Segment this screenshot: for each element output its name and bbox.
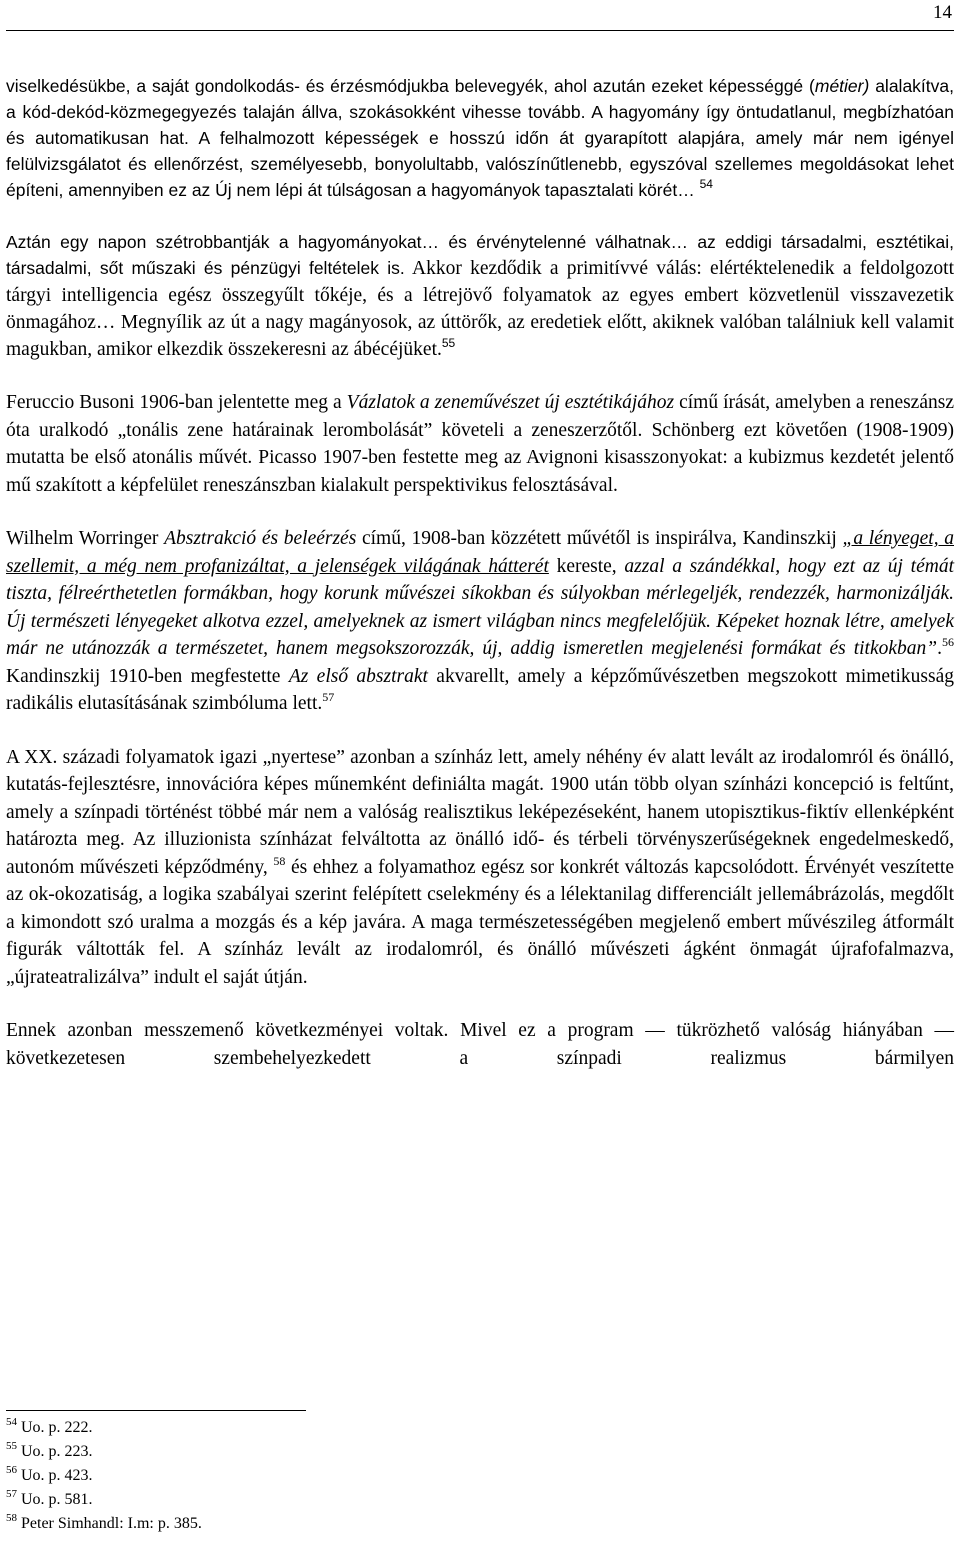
footnote-number: 58 [6, 1512, 17, 1524]
footnote-ref-57[interactable]: 57 [322, 690, 335, 704]
p2-text-serif: Akkor kezdődik a primitívvé válás: elértéktelenedik a feldolgozott tárgyi intelligencia egész összegyűlt tőkéje, és a létrejövő folyamatok az egyes embert közvetlenül visszavezetik önmagához… Megnyílik az út a nagy magányosok, az úttörők, az eredetiek előtt, akiknek valóban találniuk kell valamit magukban, amikor elkezdik összekeresni az ábécéjüket. [6, 258, 954, 360]
footnotes [6, 1416, 202, 1536]
p1-italic: métier) [814, 76, 870, 96]
p5-text: A XX. századi folyamatok igazi „nyertese” azonban a színház lett, amely néhény év alatt levált az irodalomról és önálló, kutatás-fejlesztésre, innovációra képes műnemként definiálta magát. 1900 után több olyan színházi koncepció is feltűnt, amely a színpadi történést többé már nem a valóság realisztikus leképezéseként, hanem utopisztikus-fiktív ellenképként határozta meg. Az illuzionista színházat felváltotta az önálló idő- és térbeli törvényszerűségeknek engedelmeskedő, autonóm művészeti képződmény, [6, 746, 954, 878]
footnote-number: 57 [6, 1488, 17, 1500]
footnote-ref-55[interactable]: 55 [441, 336, 456, 350]
p4-italic-artwork: Az első absztrakt [288, 665, 428, 687]
p4-italic-title: Absztrakció és beleérzés [164, 528, 357, 549]
footnote-number: 55 [6, 1440, 17, 1452]
p4-quote: azzal a szándékkal, hogy ezt az új témát tiszta, félreérthetetlen formákban, hogy korunk művészei síkokban és súlyokban mérlegeljék, rendezzék, harmonizálják. Új természeti lényegeket alkotva ezzel, amelyeknek az ismert világban nincs megfelelőjük. Képeket hoznak létre, amelyek már ne utánozzák a természetet, hanem megsokszorozzák, új, addig ismeretlen megjelenési formákat és titkokban” [6, 555, 954, 659]
footnote-56 [6, 1464, 202, 1488]
p4-quote-underlined: „a lényeget, a szellemit, a még nem profanizáltat, a jelenségek világának hátterét [6, 528, 954, 577]
header-rule [6, 30, 954, 31]
p3-text-post: című írását, amelyben a reneszánsz óta uralkodó „tonális zene határainak lerombolását” követeli a zeneszerzőtől. Schönberg ezt követően (1908-1909) mutatta be első atonális művét. Picasso 1907-ben festette meg az Avignoni kisasszonyokat: a kubizmus kezdetét jelentő mű szakított a képfelület reneszánszban kialakult perspektivikus felosztásával. [6, 392, 954, 496]
p2-text-sans: Aztán egy napon szétrobbantják a hagyományokat… és érvénytelenné válhatnak… az eddigi társadalmi, esztétikai, társadalmi, sőt műszaki és pénzügyi feltételek is. [6, 232, 954, 278]
p5-text-post: és ehhez a folyamathoz egész sor konkrét változás kapcsolódott. Érvényét veszítette az ok-okozatiság, a logika szabályai szerint felépített cselekmény és a lélektanilag differenciált jellemábrázolás, megdőlt a kimondott szó uralma a mozgás és a kép javára. A maga természetességében megjelenő embert művészileg átformált figurák váltották fel. A színház levált az irodalomról, és önálló művészeti ágként önmagát újrafofalmazva, „újrateatralizálva” indult el saját útján. [6, 856, 954, 988]
page-number: 14 [933, 2, 952, 23]
document-body [6, 73, 954, 1072]
footnote-separator [6, 1410, 306, 1411]
p4-text-post: akvarellt, amely a képzőművészetben megszokott mimetikusság radikális elutasításának szimbóluma lett. [6, 665, 954, 714]
paragraph-4 [6, 525, 954, 718]
footnote-ref-58[interactable]: 58 [273, 853, 286, 868]
footnote-text: Uo. p. 423. [21, 1467, 93, 1484]
p3-italic-title: Vázlatok a zeneművészet új esztétikájához [346, 392, 675, 413]
footnote-54 [6, 1416, 202, 1440]
footnote-text: Uo. p. 222. [21, 1419, 93, 1436]
footnote-ref-56[interactable]: 56 [942, 635, 954, 649]
p3-text: Feruccio Busoni 1906-ban jelentette meg a [6, 392, 347, 413]
footnote-text: Uo. p. 581. [21, 1491, 93, 1508]
p4-text-mid3: . [937, 638, 942, 659]
footnote-number: 56 [6, 1464, 17, 1476]
footnote-text: Peter Simhandl: I.m: p. 385. [21, 1515, 202, 1532]
footnote-text: Uo. p. 223. [21, 1443, 93, 1460]
footnote-number: 54 [6, 1416, 17, 1428]
paragraph-2 [6, 229, 954, 363]
p6-text: Ennek azonban messzemenő következményei voltak. Mivel ez a program — tükrözhető valóság hiányában — következetesen szembehelyezkedett a színpadi realizmus bármilyen [6, 1020, 954, 1069]
paragraph-5 [6, 744, 954, 992]
footnote-55 [6, 1440, 202, 1464]
p1-text: viselkedésükbe, a saját gondolkodás- és érzésmódjukba belevegyék, ahol azután ezeket képességgé ( [6, 76, 815, 96]
footnote-57 [6, 1488, 202, 1512]
p1-text-post: alalakítva, a kód-dekód-közmegegyezés talaján állva, szokásokként vihesse tovább. A hagyomány így öntudatlanul, megbízhatóan és automatikusan hat. A felhalmozott képességek e hosszú időn át gyarapított alapjára, amely már nem igényel felülvizsgálatot és ellenőrzést, személyesebb, bonyolultabb, valószínűtlenebb, egyszóval szellemes megoldásokat lehet építeni, amennyiben ez az Új nem lépi át túlságosan a hagyományok tapasztalati körét… [6, 76, 954, 200]
footnote-ref-54[interactable]: 54 [699, 177, 713, 191]
footnote-58 [6, 1512, 202, 1536]
p4-text: Wilhelm Worringer [6, 528, 165, 549]
paragraph-3 [6, 389, 954, 499]
p4-text-mid1: című, 1908-ban közzétett művétől is inspirálva, Kandinszkij [356, 528, 843, 549]
paragraph-1 [6, 73, 954, 203]
paragraph-6 [6, 1017, 954, 1072]
p4-text-mid4: Kandinszkij 1910-ben megfestette [6, 665, 289, 687]
p4-text-mid2: kereste, [548, 555, 625, 577]
